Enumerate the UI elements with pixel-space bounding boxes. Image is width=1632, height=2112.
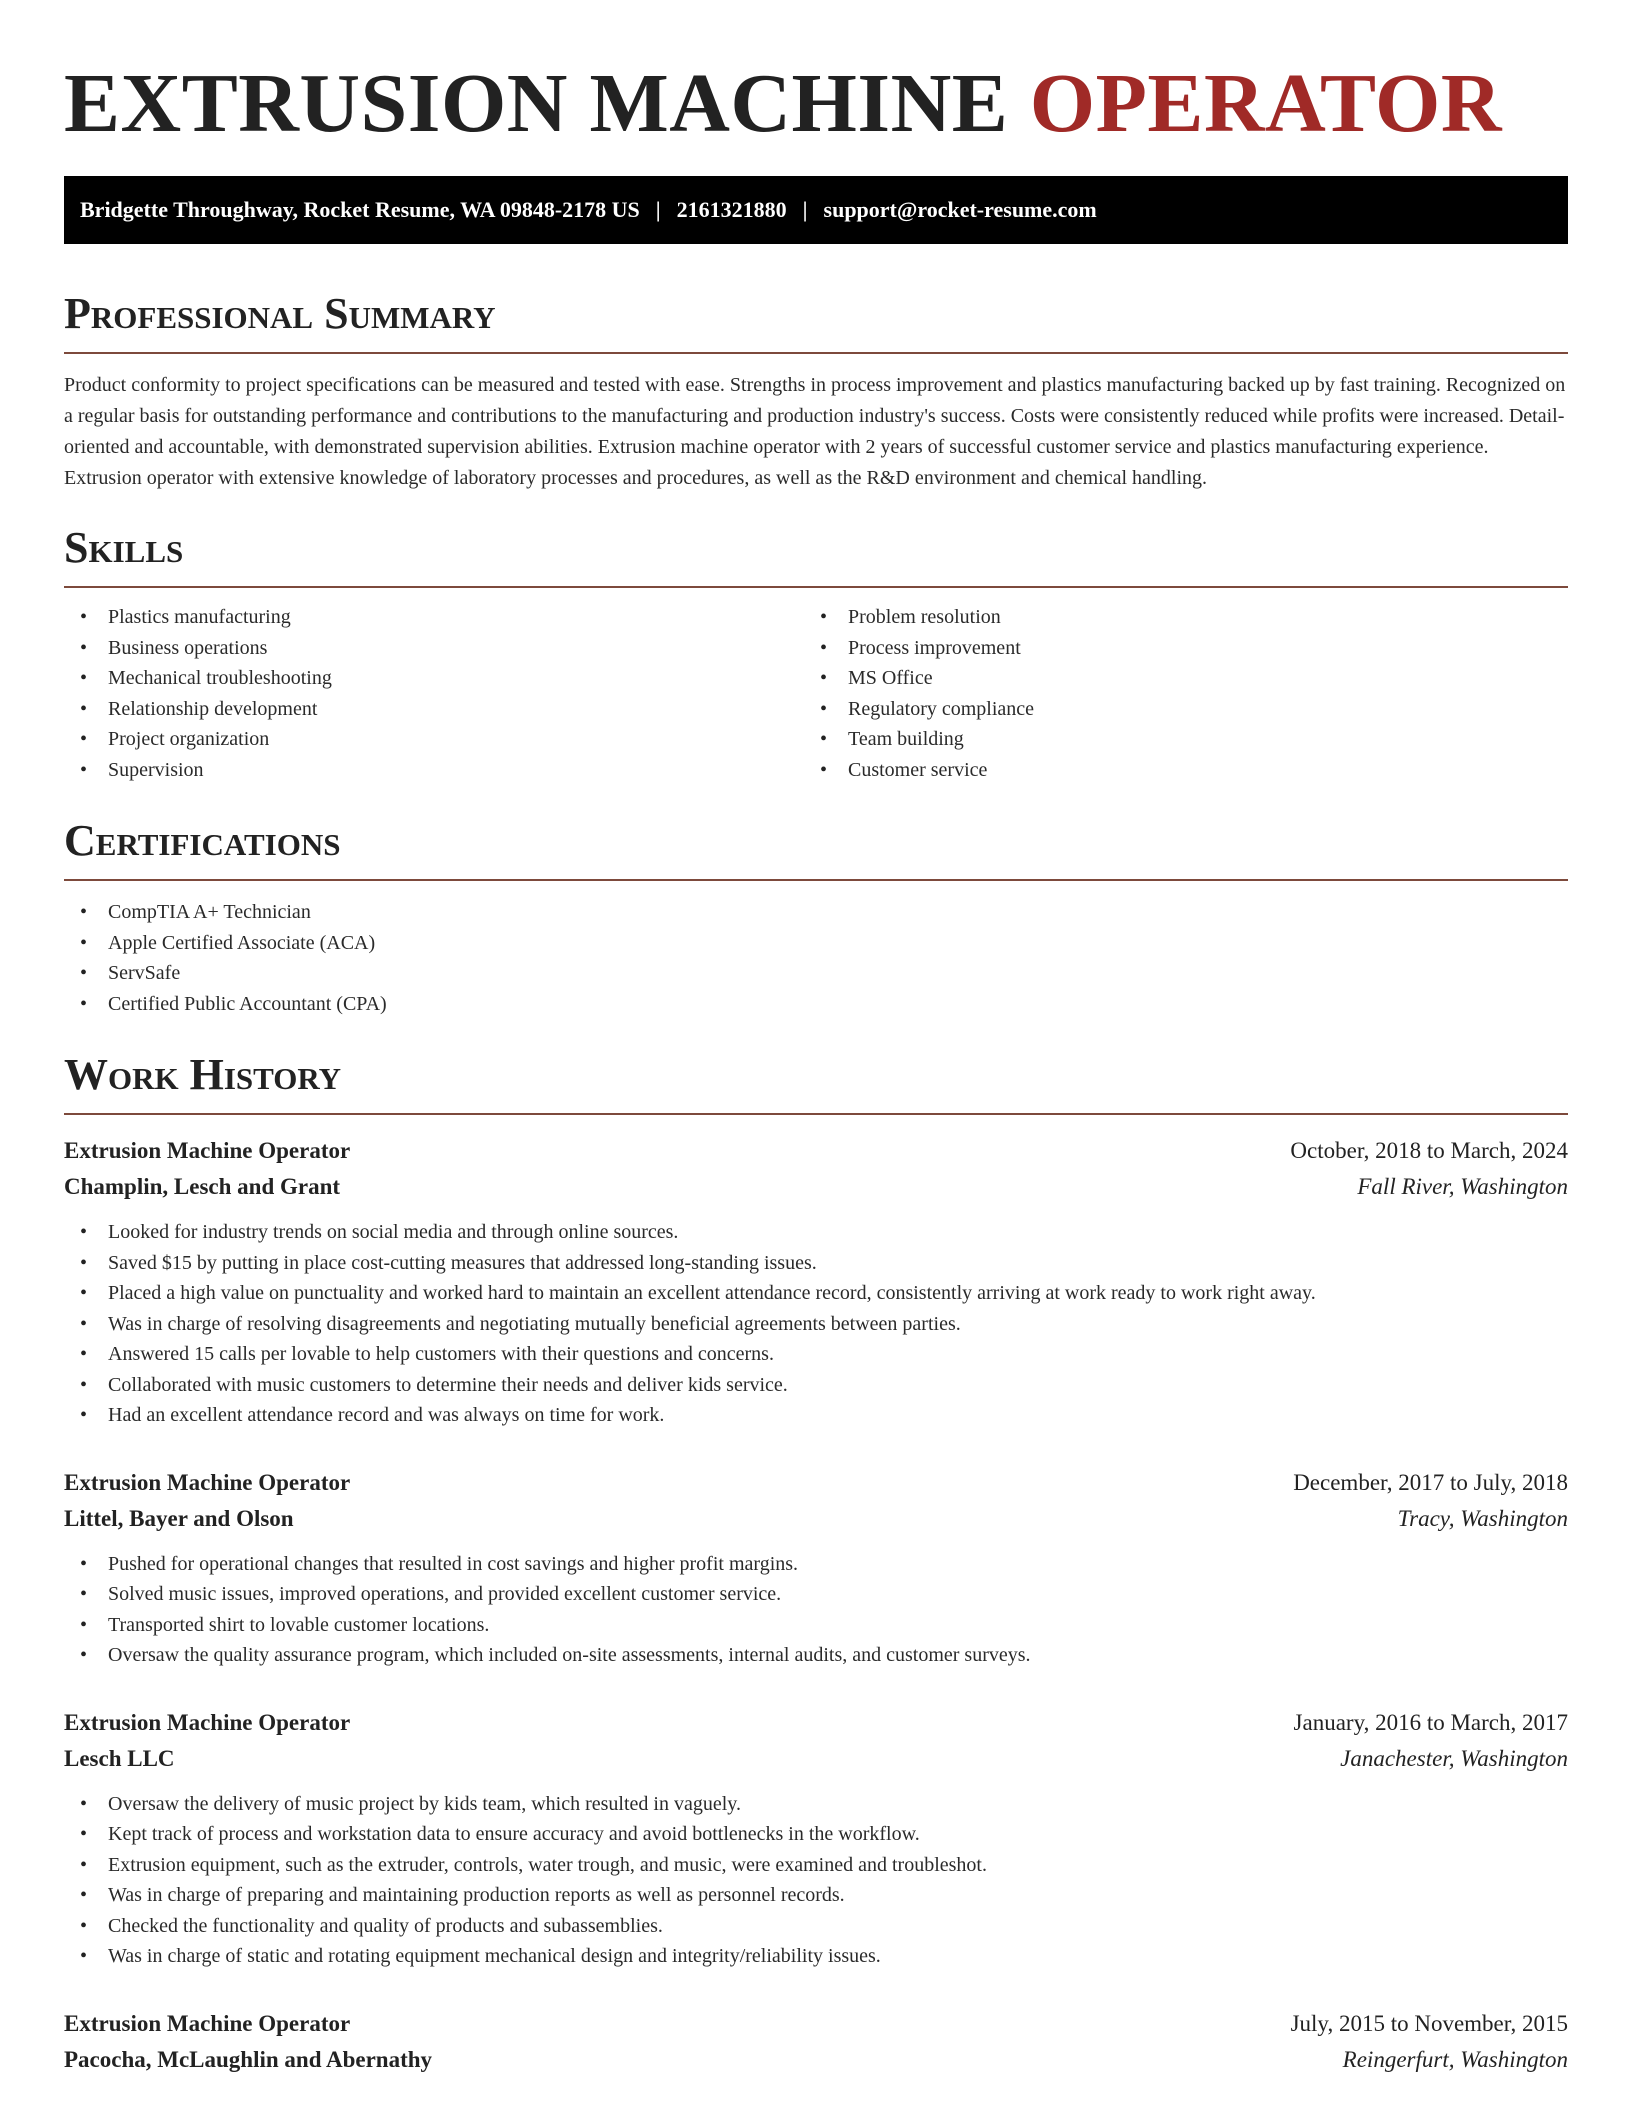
job-company: Champlin, Lesch and Grant <box>64 1174 341 1199</box>
certifications-heading: Certifications <box>64 816 341 865</box>
job-role: Extrusion Machine Operator <box>64 1469 351 1495</box>
certification-item: • Apple Certified Associate (ACA) <box>64 928 1568 959</box>
job-role: Extrusion Machine Operator <box>64 1138 351 1163</box>
certifications-list <box>64 897 1568 1019</box>
title-accent: OPERATOR <box>1029 57 1503 150</box>
skill-item: • Customer service <box>804 755 1544 786</box>
certification-item: • ServSafe <box>64 958 1568 989</box>
job-duty-item: • Checked the functionality and quality of products and subassemblies. <box>64 1911 1568 1942</box>
contact-bar <box>64 176 1568 244</box>
job-duty-item: • Solved music issues, improved operations, and provided excellent customer service. <box>64 1579 1568 1610</box>
job-header-row <box>64 2006 1568 2042</box>
skills-heading: Skills <box>64 523 184 572</box>
skill-item: • MS Office <box>804 663 1544 694</box>
job-location: Janachester, Washington <box>1340 1745 1568 1771</box>
job-duty-item: • Oversaw the quality assurance program, which included on-site assessments, internal audits, and customer surveys. <box>64 1640 1568 1671</box>
certification-item: • Certified Public Accountant (CPA) <box>64 989 1568 1020</box>
skills-list-right <box>804 602 1544 785</box>
job-duty-item: • Saved $15 by putting in place cost-cutting measures that addressed long-standing issues. <box>64 1248 1568 1279</box>
contact-address: Bridgette Throughway, Rocket Resume, WA 09848-2178 US <box>80 197 640 222</box>
job-company: Pacocha, McLaughlin and Abernathy <box>64 2046 433 2072</box>
skills-columns <box>64 602 1568 785</box>
job-header-row <box>64 1133 1568 1169</box>
job-entry <box>64 1705 1568 1972</box>
job-entry <box>64 2006 1568 2078</box>
job-location: Reingerfurt, Washington <box>1342 2046 1568 2072</box>
job-duty-item: • Placed a high value on punctuality and worked hard to maintain an excellent attendance record, consistently arriving at work ready to work right away. <box>64 1278 1568 1309</box>
job-duties-list <box>64 1217 1568 1431</box>
summary-heading: Professional Summary <box>64 289 496 338</box>
skill-item: • Business operations <box>64 633 804 664</box>
job-duty-item: • Looked for industry trends on social media and through online sources. <box>64 1217 1568 1248</box>
job-header-row <box>64 1705 1568 1741</box>
certification-item: • CompTIA A+ Technician <box>64 897 1568 928</box>
work-history-heading: Work History <box>64 1050 342 1099</box>
contact-separator: | <box>802 197 808 222</box>
job-header-row <box>64 1741 1568 1777</box>
contact-email[interactable]: support@rocket-resume.com <box>823 197 1097 222</box>
job-company: Lesch LLC <box>64 1745 175 1771</box>
section-divider <box>64 586 1568 588</box>
job-dates: July, 2015 to November, 2015 <box>1290 2010 1568 2036</box>
skill-item: • Regulatory compliance <box>804 694 1544 725</box>
skill-item: • Mechanical troubleshooting <box>64 663 804 694</box>
skill-item: • Process improvement <box>804 633 1544 664</box>
contact-separator: | <box>655 197 661 222</box>
skill-item: • Supervision <box>64 755 804 786</box>
job-header-row <box>64 1465 1568 1501</box>
resume-content <box>64 56 1568 2078</box>
skill-item: • Plastics manufacturing <box>64 602 804 633</box>
title-main: EXTRUSION MACHINE <box>64 57 1009 150</box>
section-divider <box>64 352 1568 354</box>
skill-item: • Relationship development <box>64 694 804 725</box>
job-location: Fall River, Washington <box>1357 1174 1568 1199</box>
job-duty-item: • Was in charge of resolving disagreements and negotiating mutually beneficial agreements between parties. <box>64 1309 1568 1340</box>
section-divider <box>64 1113 1568 1115</box>
job-header-row <box>64 2042 1568 2078</box>
job-duty-item: • Was in charge of static and rotating equipment mechanical design and integrity/reliability issues. <box>64 1941 1568 1972</box>
contact-phone[interactable]: 2161321880 <box>676 197 787 222</box>
job-duty-item: • Had an excellent attendance record and was always on time for work. <box>64 1400 1568 1431</box>
job-dates: October, 2018 to March, 2024 <box>1290 1138 1568 1163</box>
resume-title <box>64 56 1568 152</box>
job-duty-item: • Collaborated with music customers to determine their needs and deliver kids service. <box>64 1370 1568 1401</box>
job-location: Tracy, Washington <box>1397 1505 1568 1531</box>
summary-text: Product conformity to project specifications can be measured and tested with ease. Strengths in process improvement and plastics manufacturing backed up by fast training. Recognized on a regular basis for outstanding performance and contributions to the manufacturing and production industry's success. Costs were consistently reduced while profits were increased. Detail-oriented and accountable, with demonstrated supervision abilities. Extrusion machine operator with 2 years of successful customer service and plastics manufacturing experience. Extrusion operator with extensive knowledge of laboratory processes and procedures, as well as the R&D environment and chemical handling. <box>64 374 1566 489</box>
job-dates: January, 2016 to March, 2017 <box>1293 1709 1568 1735</box>
job-role: Extrusion Machine Operator <box>64 1709 351 1735</box>
job-duty-item: • Was in charge of preparing and maintaining production reports as well as personnel records. <box>64 1880 1568 1911</box>
job-duty-item: • Pushed for operational changes that resulted in cost savings and higher profit margins. <box>64 1549 1568 1580</box>
skill-item: • Problem resolution <box>804 602 1544 633</box>
job-header-row <box>64 1501 1568 1537</box>
job-header-row <box>64 1169 1568 1205</box>
skill-item: • Project organization <box>64 724 804 755</box>
job-duties-list <box>64 1549 1568 1671</box>
job-entry <box>64 1465 1568 1671</box>
job-dates: December, 2017 to July, 2018 <box>1293 1469 1568 1495</box>
skill-item: • Team building <box>804 724 1544 755</box>
job-duty-item: • Kept track of process and workstation data to ensure accuracy and avoid bottlenecks in the workflow. <box>64 1819 1568 1850</box>
job-duties-list <box>64 1789 1568 1972</box>
job-role: Extrusion Machine Operator <box>64 2010 351 2036</box>
section-divider <box>64 879 1568 881</box>
job-entry <box>64 1133 1568 1431</box>
skills-list-left <box>64 602 804 785</box>
job-company: Littel, Bayer and Olson <box>64 1505 294 1531</box>
job-duty-item: • Extrusion equipment, such as the extruder, controls, water trough, and music, were examined and troubleshot. <box>64 1850 1568 1881</box>
job-duty-item: • Oversaw the delivery of music project by kids team, which resulted in vaguely. <box>64 1789 1568 1820</box>
job-duty-item: • Answered 15 calls per lovable to help customers with their questions and concerns. <box>64 1339 1568 1370</box>
job-duty-item: • Transported shirt to lovable customer locations. <box>64 1610 1568 1641</box>
